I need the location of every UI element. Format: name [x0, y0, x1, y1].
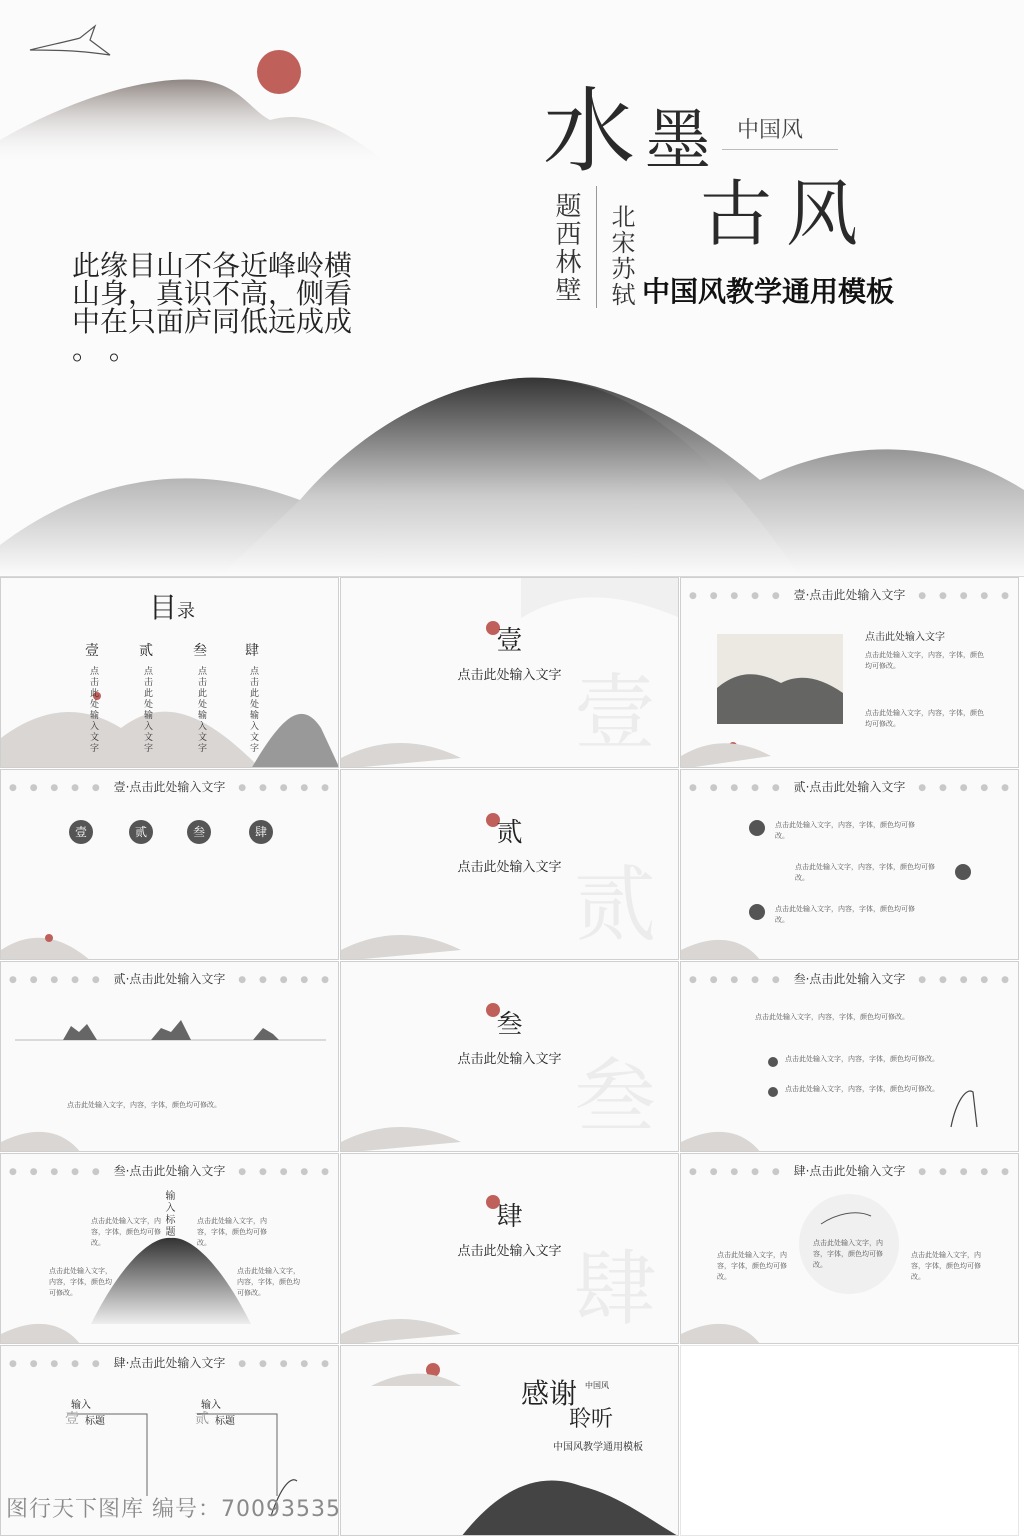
- slide-9[interactable]: ● ● ● ● ● ● ● ● ● ● 叁·点击此处输入文字 点击此处输入文字，内容，字体，颜色均可修改。 点击此处输入文字，内容，字体，颜色均可修改。 点击此处输入文字，内容，字体，颜色均可修改。: [680, 961, 1019, 1152]
- end-subtitle: 中国风教学通用模板: [553, 1442, 643, 1453]
- content-text: 点击此处输入文字，内容，字体，颜色均可修改。: [911, 1251, 981, 1282]
- toc-item: 叁: [193, 643, 207, 659]
- content-text: 点击此处输入文字，内容，字体，颜色均可修改。: [795, 863, 935, 883]
- content-text: 点击此处输入文字，内容，字体，颜色均可修改。: [865, 651, 984, 671]
- slide-thumbnail-grid: [0, 577, 1024, 1536]
- content-text: 点击此处输入文字，内容，字体，颜色均可修改。: [865, 709, 984, 729]
- content-text: 点击此处输入文字，内容，字体，颜色均可修改。: [49, 1267, 112, 1298]
- poem-author: 北宋苏轼: [607, 204, 635, 308]
- toc-item-text: 点击此处输入文字: [88, 666, 98, 754]
- toc-item: 肆: [245, 643, 259, 659]
- slide-section-1[interactable]: [340, 577, 679, 768]
- content-text: 点击此处输入文字，内容，字体，颜色均可修改。: [785, 1055, 939, 1063]
- slide-toc[interactable]: [0, 577, 339, 768]
- toc-item: 壹: [85, 643, 99, 659]
- head-a: 标题: [85, 1416, 105, 1427]
- slide-title: 叁·点击此处输入文字: [113, 1164, 226, 1178]
- content-text: 点击此处输入文字，内容，字体，颜色均可修改。: [813, 1239, 883, 1270]
- cover-slide: [0, 0, 1024, 577]
- end-title: 感谢: [521, 1377, 578, 1410]
- section-bg-glyph: 壹: [573, 666, 656, 761]
- center-heading: 输入标题: [163, 1190, 174, 1238]
- slide-title: 肆·点击此处输入文字: [793, 1164, 906, 1178]
- crane-icon: [30, 26, 110, 55]
- cover-subtitle: 中国风教学通用模板: [642, 275, 895, 308]
- section-number: 贰: [496, 818, 523, 848]
- section-subtitle: 点击此处输入文字: [457, 668, 562, 683]
- section-number: 叁: [496, 1010, 523, 1040]
- poem-line: 山身，真识不高，侧看: [72, 277, 353, 310]
- section-number: 肆: [496, 1202, 523, 1232]
- section-bg-glyph: 贰: [573, 858, 656, 953]
- num-b: 贰: [195, 1411, 209, 1427]
- slide-6[interactable]: ● ● ● ● ● ● ● ● ● ● 贰·点击此处输入文字 点击此处输入文字，内容，字体，颜色均可修改。 点击此处输入文字，内容，字体，颜色均可修改。 点击此处输入文字，内容，字体，颜色均可修改。: [680, 769, 1019, 960]
- slide-title: 贰·点击此处输入文字: [113, 972, 226, 986]
- label-a: 输入: [71, 1400, 91, 1411]
- slide-7[interactable]: ● ● ● ● ● ● ● ● ● ● 贰·点击此处输入文字 点击此处输入文字，内容，字体，颜色均可修改。: [0, 961, 339, 1152]
- end-title-2: 聆听: [569, 1407, 614, 1432]
- poem-line: 此缘目山不各近峰岭横: [72, 249, 353, 282]
- content-text: 点击此处输入文字，内容，字体，颜色均可修改。: [91, 1217, 161, 1248]
- toc-item-text: 点击此处输入文字: [248, 666, 258, 754]
- crane-icon: [951, 1091, 977, 1127]
- slide-13[interactable]: ● ● ● ● ● ● ● ● ● ● 肆·点击此处输入文字 输入 壹 标题 输入 贰 标题: [0, 1345, 339, 1536]
- content-text: 点击此处输入文字，内容，字体，颜色均可修改。: [775, 821, 915, 841]
- toc-item-text: 点击此处输入文字: [196, 666, 206, 754]
- num-a: 壹: [65, 1411, 79, 1427]
- poem-text: [72, 249, 382, 366]
- slide-end[interactable]: [340, 1345, 679, 1536]
- item-badge: 叁: [193, 825, 206, 839]
- slide-title: 叁·点击此处输入文字: [793, 972, 906, 986]
- content-text: 点击此处输入文字，内容，字体，颜色均可修改。: [775, 905, 915, 925]
- section-number: 壹: [496, 626, 523, 656]
- slide-10[interactable]: ● ● ● ● ● ● ● ● ● ● 叁·点击此处输入文字 输入标题 点击此处输入文字，内容，字体，颜色均可修改。 点击此处输入文字，内容，字体，颜色均可修改。 点击此处输入文字，内容，字体，颜色均可修改。 点击此处输入文字，内容，字体，颜色均可修改。: [0, 1153, 339, 1344]
- watermark-text: 图行天下图库 编号：70093535: [6, 1497, 341, 1522]
- item-badge: 肆: [255, 825, 268, 839]
- slide-section-2[interactable]: [340, 769, 679, 960]
- slide-3[interactable]: ● ● ● ● ● ● ● ● ● ● 壹·点击此处输入文字 点击此处输入文字 点击此处输入文字，内容，字体，颜色均可修改。 点击此处输入文字，内容，字体，颜色均可修改。: [680, 577, 1019, 768]
- title-shui: 水: [543, 78, 636, 185]
- slide-section-4[interactable]: [340, 1153, 679, 1344]
- content-text: 点击此处输入文字，内容，字体，颜色均可修改。: [237, 1267, 300, 1298]
- toc-item: 贰: [139, 643, 153, 659]
- content-text: 点击此处输入文字，内容，字体，颜色均可修改。: [717, 1251, 787, 1282]
- slide-title: 肆·点击此处输入文字: [113, 1356, 226, 1370]
- section-bg-glyph: 叁: [573, 1050, 656, 1145]
- end-tag: 中国风: [585, 1381, 609, 1390]
- content-text: 点击此处输入文字，内容，字体，颜色均可修改。: [785, 1085, 939, 1093]
- content-heading: 点击此处输入文字: [865, 632, 945, 643]
- label-b: 输入: [201, 1400, 221, 1411]
- slide-title: 贰·点击此处输入文字: [793, 780, 906, 794]
- section-subtitle: 点击此处输入文字: [457, 1244, 562, 1259]
- slide-12[interactable]: ● ● ● ● ● ● ● ● ● ● 肆·点击此处输入文字 点击此处输入文字，内容，字体，颜色均可修改。 点击此处输入文字，内容，字体，颜色均可修改。 点击此处输入文字，内容，字体，颜色均可修改。: [680, 1153, 1019, 1344]
- slide-title: 壹·点击此处输入文字: [113, 780, 226, 794]
- tag-divider: [722, 149, 838, 150]
- slide-section-3[interactable]: [340, 961, 679, 1152]
- content-text: 点击此处输入文字，内容，字体，颜色均可修改。: [67, 1101, 221, 1109]
- toc-item-text: 点击此处输入文字: [142, 666, 152, 754]
- section-subtitle: 点击此处输入文字: [457, 860, 562, 875]
- title-gufeng: 古风: [700, 172, 873, 256]
- item-badge: 贰: [135, 825, 148, 839]
- toc-title-small: 录: [177, 601, 196, 622]
- head-b: 标题: [215, 1416, 235, 1427]
- slide-4[interactable]: ● ● ● ● ● ● ● ● ● ● 壹·点击此处输入文字 壹 贰 叁 肆: [0, 769, 339, 960]
- content-text: 点击此处输入文字，内容，字体，颜色均可修改。: [197, 1217, 267, 1248]
- item-badge: 壹: [75, 825, 88, 839]
- section-subtitle: 点击此处输入文字: [457, 1052, 562, 1067]
- poem-title: 题西林壁: [551, 192, 581, 304]
- title-mo: 墨: [645, 102, 711, 179]
- empty-cell: [680, 1345, 1019, 1536]
- poem-line: 。 。: [72, 333, 137, 366]
- vertical-divider: [596, 186, 597, 308]
- toc-title-big: 目: [149, 591, 178, 624]
- slide-title: 壹·点击此处输入文字: [793, 588, 906, 602]
- content-text: 点击此处输入文字，内容，字体，颜色均可修改。: [755, 1013, 909, 1021]
- section-bg-glyph: 肆: [573, 1242, 656, 1337]
- poem-line: 中在只面庐同低远成成: [72, 305, 353, 338]
- tag-zhongguofeng: 中国风: [737, 118, 804, 143]
- red-sun: [257, 50, 301, 94]
